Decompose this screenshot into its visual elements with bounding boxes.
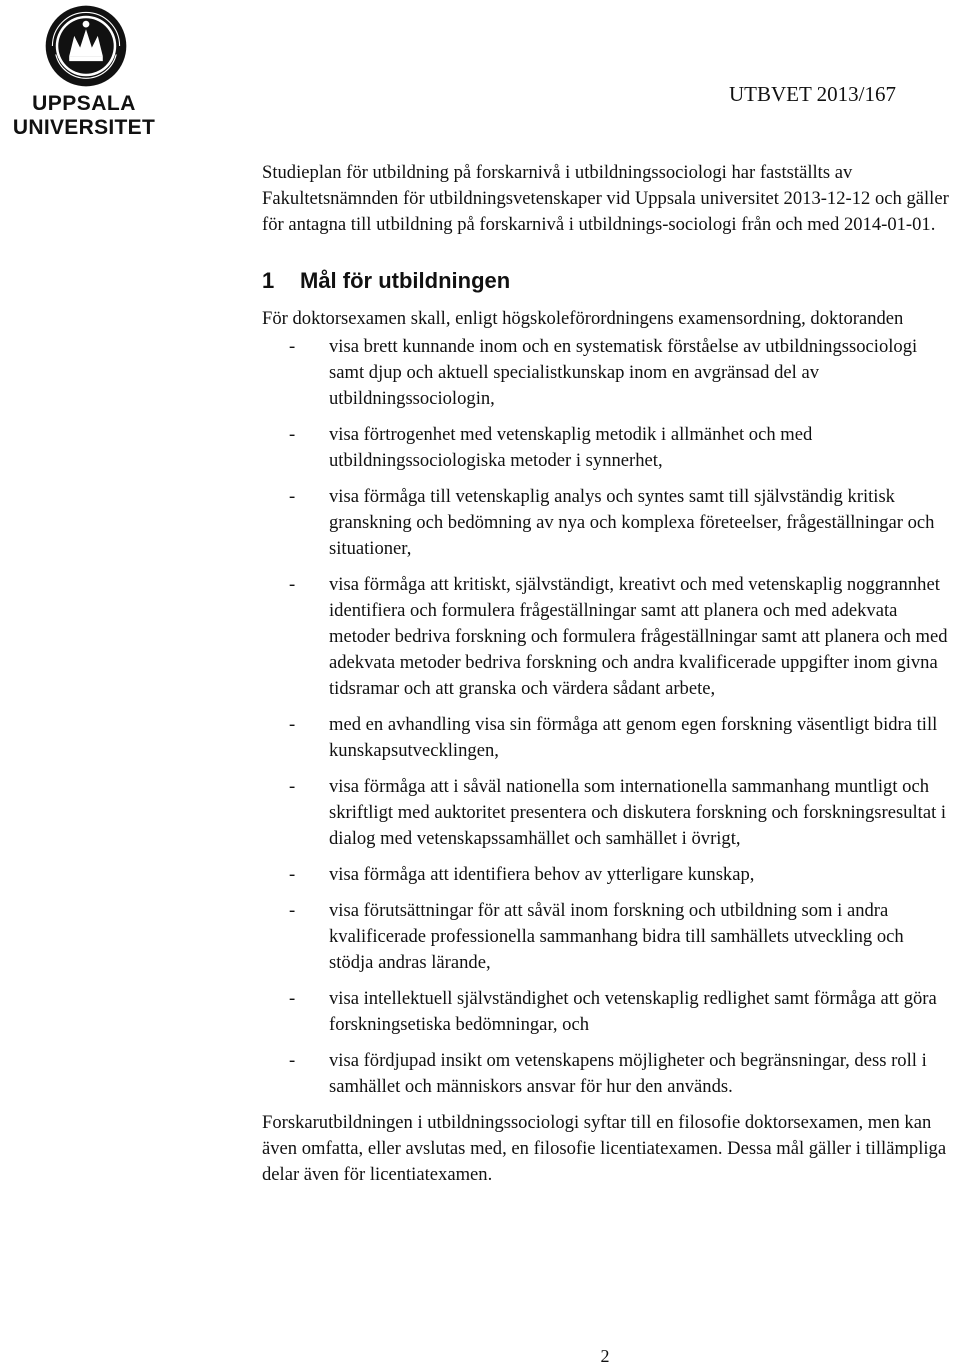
bullet-dash: -	[289, 776, 296, 797]
list-item	[262, 898, 952, 976]
list-item	[262, 862, 952, 888]
closing-paragraph: Forskarutbildningen i utbildningssociologi syftar till en filosofie doktorsexamen, men kan även omfatta, eller avslutas med, en filosofie licentiatexamen. Dessa mål gäller i tillämpliga delar även för licentiatexamen.	[262, 1112, 947, 1185]
bullet-dash: -	[289, 486, 296, 507]
bullet-dash: -	[289, 1050, 296, 1071]
goal-text: visa förutsättningar för att såväl inom forskning och utbildning som i andra kvalificerade professionella sammanhang bidra till samhällets utveckling och stödja andras lärande,	[329, 900, 904, 973]
bullet-dash: -	[289, 336, 296, 357]
university-logo	[6, 4, 154, 144]
goal-text: visa intellektuell självständighet och vetenskaplig redlighet samt förmåga att göra forskningsetiska bedömningar, och	[329, 988, 937, 1035]
bullet-dash: -	[289, 988, 296, 1009]
list-item	[262, 334, 952, 412]
list-item	[262, 572, 952, 702]
list-item	[262, 422, 952, 474]
university-seal-icon	[44, 4, 128, 88]
goal-text: visa fördjupad insikt om vetenskapens möjligheter och begränsningar, dess roll i samhället och människors ansvar för hur den används.	[329, 1050, 927, 1097]
document-body	[262, 160, 952, 1188]
list-item	[262, 712, 952, 764]
document-reference: UTBVET 2013/167	[728, 82, 896, 106]
page-number: 2	[600, 1346, 610, 1366]
goal-text: med en avhandling visa sin förmåga att genom egen forskning väsentligt bidra till kunskapsutvecklingen,	[329, 714, 938, 761]
logo-wordmark-line1: UPPSALA	[32, 92, 136, 115]
goal-text: visa brett kunnande inom och en systematisk förståelse av utbildningssociologi samt djup och aktuell specialistkunskap inom en avgränsad del av utbildningssociologin,	[329, 336, 918, 409]
goal-text: visa förmåga att kritiskt, självständigt, kreativt och med vetenskaplig noggrannhet identifiera och formulera frågeställningar samt att planera och med adekvata metoder bedriva forskning och formulera frågeställningar samt att planera och med adekvata metoder bedriva forskning och andra kvalificerade uppgifter inom givna tidsramar och att granska och värdera sådant arbete,	[329, 574, 948, 699]
bullet-dash: -	[289, 574, 296, 595]
list-item	[262, 484, 952, 562]
goal-text: visa förmåga till vetenskaplig analys och syntes samt till självständig kritisk granskning och bedömning av nya och komplexa företeelser, frågeställningar och situationer,	[329, 486, 935, 559]
bullet-dash: -	[289, 864, 296, 885]
bullet-dash: -	[289, 714, 296, 735]
section-lead: För doktorsexamen skall, enligt högskoleförordningens examensordning, doktoranden	[262, 308, 904, 329]
goals-list	[262, 334, 952, 1100]
list-item	[262, 986, 952, 1038]
section-heading	[262, 266, 952, 296]
section-number: 1	[262, 268, 275, 293]
section-title: Mål för utbildningen	[300, 268, 511, 293]
logo-wordmark-line2: UNIVERSITET	[12, 116, 156, 139]
goal-text: visa förmåga att identifiera behov av ytterligare kunskap,	[329, 864, 755, 885]
list-item	[262, 1048, 952, 1100]
goal-text: visa förtrogenhet med vetenskaplig metodik i allmänhet och med utbildningssociologiska metoder i synnerhet,	[329, 424, 813, 471]
bullet-dash: -	[289, 900, 296, 921]
bullet-dash: -	[289, 424, 296, 445]
intro-paragraph: Studieplan för utbildning på forskarnivå i utbildningssociologi har fastställts av Fakultetsnämnden för utbildningsvetenskaper vid Uppsala universitet 2013-12-12 och gäller för antagna till utbildning på forskarnivå i utbildnings-sociologi från och med 2014-01-01.	[262, 162, 949, 235]
goal-text: visa förmåga att i såväl nationella som internationella sammanhang muntligt och skriftligt med auktoritet presentera och diskutera forskning och forskningsresultat i dialog med vetenskapssamhället och samhället i övrigt,	[329, 776, 947, 849]
list-item	[262, 774, 952, 852]
